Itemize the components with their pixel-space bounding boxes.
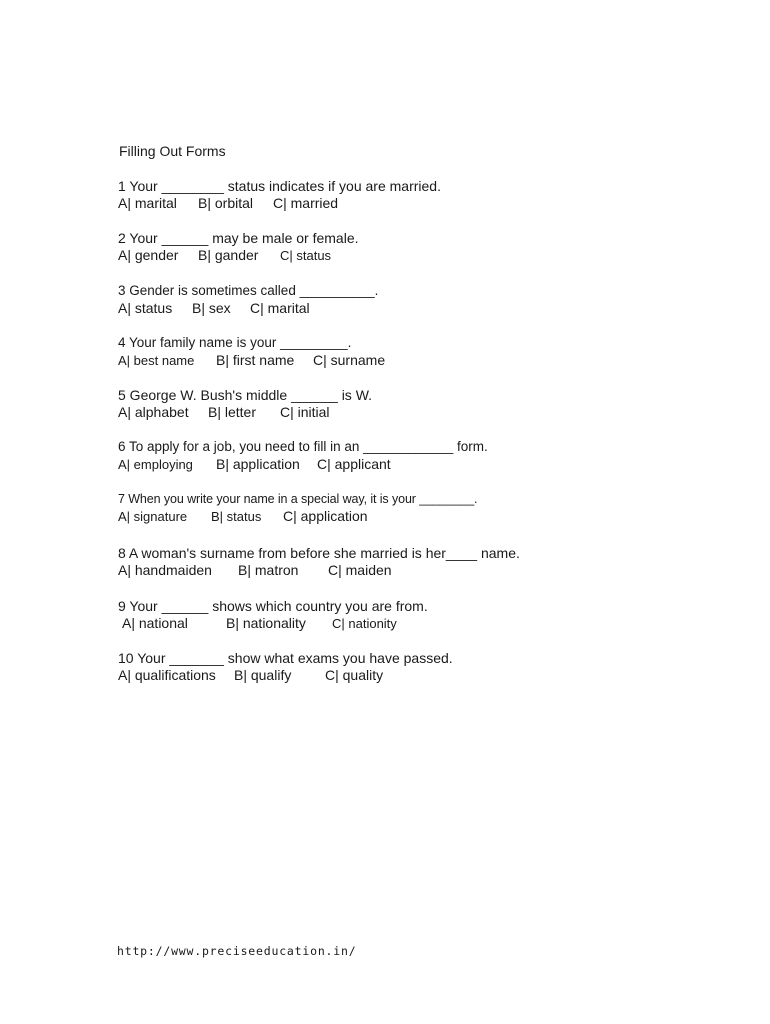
option-a: A| employing (118, 457, 193, 472)
answer-options (118, 404, 372, 421)
question-9 (118, 597, 428, 632)
page-title: Filling Out Forms (119, 143, 226, 159)
option-c: C| nationity (332, 616, 397, 631)
option-c: C| application (283, 508, 368, 524)
answer-options (118, 508, 477, 525)
option-b: B| letter (208, 404, 256, 420)
answer-options (118, 300, 378, 317)
question-6 (118, 438, 488, 473)
option-a: A| qualifications (118, 667, 216, 683)
question-7 (118, 490, 477, 525)
answer-options (118, 352, 385, 369)
answer-options (118, 667, 453, 684)
option-c: C| married (273, 195, 339, 211)
question-4 (118, 334, 385, 369)
option-c: C| quality (325, 667, 384, 683)
option-c: C| surname (313, 352, 386, 368)
footer-url: http://www.preciseeducation.in/ (117, 944, 357, 958)
option-a: A| signature (118, 509, 188, 524)
question-2 (118, 229, 359, 264)
answer-options (118, 562, 520, 579)
option-b: B| first name (216, 352, 295, 368)
option-b: B| gander (198, 247, 259, 263)
question-text: 6 To apply for a job, you need to fill in an ____________ form. (118, 439, 488, 454)
question-text: 2 Your ______ may be male or female. (118, 230, 359, 246)
question-text: 3 Gender is sometimes called __________. (118, 283, 379, 298)
option-c: C| marital (250, 300, 310, 316)
question-text: 9 Your ______ shows which country you are from. (118, 598, 428, 614)
question-text: 4 Your family name is your _________. (118, 335, 352, 350)
question-8 (118, 544, 520, 579)
option-a: A| handmaiden (118, 562, 212, 578)
option-b: B| nationality (226, 615, 306, 631)
option-c: C| maiden (328, 562, 392, 578)
option-c: C| status (280, 248, 332, 263)
option-b: B| sex (192, 300, 231, 316)
answer-options (118, 615, 428, 632)
answer-options (118, 195, 441, 212)
question-text: 5 George W. Bush's middle ______ is W. (118, 387, 373, 403)
option-b: B| qualify (234, 667, 292, 683)
option-a: A| gender (118, 247, 179, 263)
question-10 (118, 649, 453, 684)
option-a: A| alphabet (118, 404, 189, 420)
option-b: B| orbital (198, 195, 253, 211)
option-a: A| national (122, 615, 188, 631)
question-3 (118, 282, 378, 317)
option-b: B| application (216, 456, 300, 472)
option-b: B| matron (238, 562, 299, 578)
question-1 (118, 177, 441, 212)
question-5 (118, 386, 372, 421)
question-text: 10 Your _______ show what exams you have passed. (118, 650, 453, 666)
option-c: C| initial (280, 404, 330, 420)
option-c: C| applicant (317, 456, 391, 472)
option-b: B| status (211, 509, 262, 524)
question-text: 7 When you write your name in a special way, it is your ________. (118, 492, 478, 506)
answer-options (118, 456, 488, 473)
option-a: A| best name (118, 353, 195, 368)
answer-options (118, 247, 359, 264)
option-a: A| status (118, 300, 173, 316)
question-text: 8 A woman's surname from before she married is her____ name. (118, 545, 520, 561)
option-a: A| marital (118, 195, 177, 211)
question-text: 1 Your ________ status indicates if you are married. (118, 178, 441, 194)
